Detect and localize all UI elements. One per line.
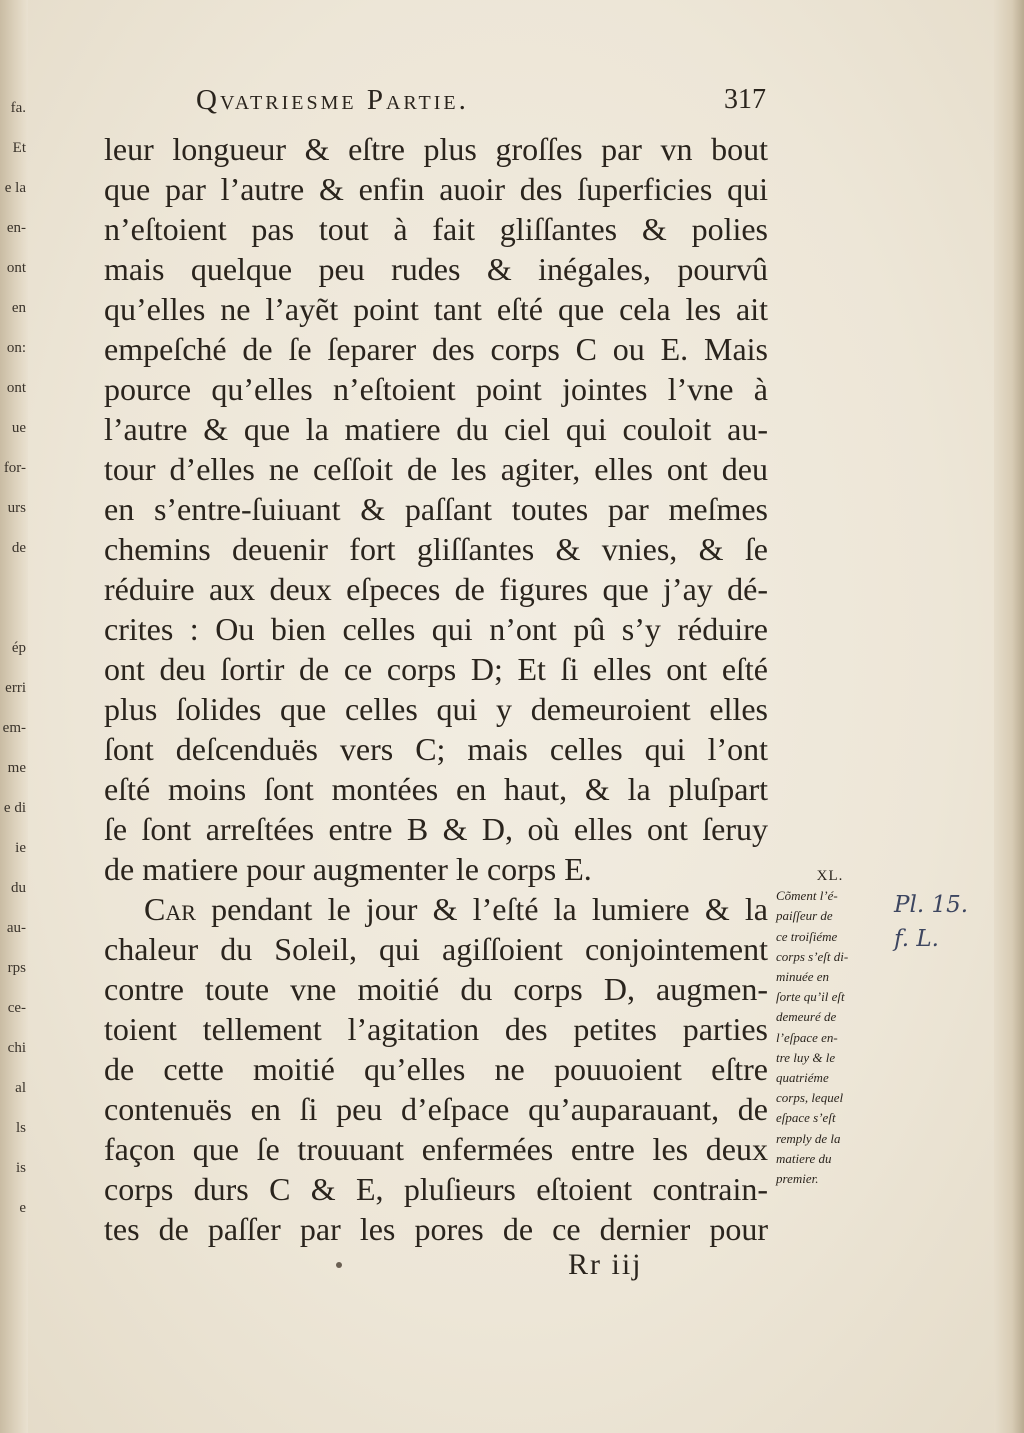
facing-page-fragment: em- [2, 720, 26, 736]
text-line: contre toute vne moitié du corps D, augmen- [104, 971, 768, 1007]
text-line: crites : Ou bien celles qui n’ont pû s’y réduire [104, 611, 768, 647]
handwritten-line: f. L. [894, 926, 939, 952]
line-text: pendant le jour & l’eſté la lumiere & la [195, 891, 768, 927]
facing-page-fragment: erri [5, 680, 26, 696]
text-line: tes de paſſer par les pores de ce dernier pour [104, 1211, 768, 1247]
margin-note-line: minuée en [776, 969, 830, 985]
facing-page-fragment: ls [15, 1120, 26, 1136]
facing-page-fragment: au- [6, 920, 26, 936]
text-line: plus ſolides que celles qui y demeuroient elles [104, 691, 768, 727]
margin-note-line: paiſſeur de [776, 908, 833, 924]
text-line: de matiere pour augmenter le corps E. [104, 851, 592, 887]
text-line: contenuës en ſi peu d’eſpace qu’auparauant, de [104, 1091, 768, 1127]
facing-page-fragment: al [15, 1080, 26, 1096]
text-line: chaleur du Soleil, qui agiſſoient conjointement [104, 931, 768, 967]
text-line: empeſché de ſe ſeparer des corps C ou E. Mais [104, 331, 768, 367]
facing-page-fragment: e [19, 1200, 26, 1216]
margin-note-line: l’eſpace en- [776, 1029, 838, 1045]
facing-page-fragment: Et [12, 140, 26, 156]
margin-note-number: XL. [816, 868, 844, 884]
text-line: toient tellement l’agitation des petites parties [104, 1011, 768, 1047]
margin-note-line: Cõment l’é- [776, 888, 838, 904]
facing-page-fragment: on: [6, 340, 26, 356]
text-line: l’autre & que la matiere du ciel qui couloit au- [104, 411, 768, 447]
page-number: 317 [724, 84, 766, 115]
paragraph-2-lines [104, 929, 768, 1249]
margin-note-line: tre luy & le [776, 1049, 836, 1065]
text-line: pource qu’elles n’eſtoient point jointes l’vne à [104, 371, 768, 407]
text-line: mais quelque peu rudes & inégales, pourvû [104, 251, 768, 287]
facing-page-fragment: me [7, 760, 26, 776]
page-edge [994, 0, 1024, 1433]
facing-page-fragment: ue [11, 420, 26, 436]
margin-note-text [776, 886, 884, 1189]
text-line: leur longueur & eſtre plus groſſes par vn bout [104, 131, 768, 167]
text-line: réduire aux deux eſpeces de figures que j’ay dé- [104, 571, 768, 607]
facing-page-fragment: ie [15, 840, 26, 856]
text-line: ſont deſcenduës vers C; mais celles qui l’ont [104, 731, 768, 767]
handwritten-annotation [894, 888, 994, 956]
facing-page-fragment: ont [6, 380, 26, 396]
margin-note-line: matiere du [776, 1150, 832, 1166]
text-line: n’eſtoient pas tout à fait gliſſantes & polies [104, 211, 768, 247]
margin-note [776, 866, 884, 1189]
facing-page-fragment: e la [4, 180, 26, 196]
facing-page-fragment: de [11, 540, 26, 556]
signature-mark: Rr iij [568, 1248, 643, 1281]
text-line: corps durs C & E, pluſieurs eſtoient contrain- [104, 1171, 768, 1207]
facing-page-fragment: fa. [10, 100, 26, 116]
facing-page-fragment: ce- [7, 1000, 26, 1016]
margin-note-line: premier. [776, 1171, 819, 1187]
handwritten-line: Pl. 15. [894, 892, 969, 918]
margin-note-line: quatriéme [776, 1070, 829, 1086]
facing-page-fragment: urs [7, 500, 26, 516]
text-line: chemins deuenir fort gliſſantes & vnies, & ſe [104, 531, 768, 567]
facing-page-fragment: ép [11, 640, 26, 656]
margin-note-line: corps s’eſt di- [776, 948, 849, 964]
text-line [104, 889, 768, 929]
drop-word: Car [144, 891, 196, 927]
margin-note-line: demeuré de [776, 1009, 837, 1025]
text-line: tour d’elles ne ceſſoit de les agiter, elles ont deu [104, 451, 768, 487]
text-line: en s’entre-ſuiuant & paſſant toutes par meſmes [104, 491, 768, 527]
main-text-block [104, 129, 768, 1249]
margin-note-line: eſpace s’eſt [776, 1110, 836, 1126]
facing-page-fragment: en [11, 300, 26, 316]
margin-note-line: ce troiſiéme [776, 928, 838, 944]
running-title: Qvatriesme Partie. [196, 84, 469, 116]
text-line: de cette moitié qu’elles ne pouuoient eſtre [104, 1051, 768, 1087]
paragraph-1 [104, 129, 768, 889]
margin-note-line: ſorte qu’il eſt [776, 989, 845, 1005]
paragraph-2 [104, 889, 768, 1249]
text-line: que par l’autre & enfin auoir des ſuperficies qui [104, 171, 768, 207]
text-line: qu’elles ne l’ayẽt point tant eſté que cela les ait [104, 291, 768, 327]
facing-page-fragment: ont [6, 260, 26, 276]
facing-page-fragment: rps [7, 960, 26, 976]
text-line: ſe ſont arreſtées entre B & D, où elles ont ſeruy [104, 811, 768, 847]
margin-note-line: corps, lequel [776, 1090, 844, 1106]
ink-speck [336, 1262, 342, 1268]
text-line: eſté moins ſont montées en haut, & la pluſpart [104, 771, 768, 807]
facing-page-text [0, 100, 26, 1300]
text-line: ont deu ſortir de ce corps D; Et ſi elles ont eſté [104, 651, 768, 687]
facing-page-fragment: chi [7, 1040, 26, 1056]
margin-note-line: remply de la [776, 1130, 841, 1146]
facing-page-fragment: du [11, 880, 26, 896]
facing-page-fragment: e di [3, 800, 26, 816]
facing-page-fragment: for- [3, 460, 26, 476]
text-line: façon que ſe trouuant enfermées entre les deux [104, 1131, 768, 1167]
facing-page-fragment: en- [6, 220, 26, 236]
facing-page-fragment: is [15, 1160, 26, 1176]
page-header [196, 84, 766, 124]
